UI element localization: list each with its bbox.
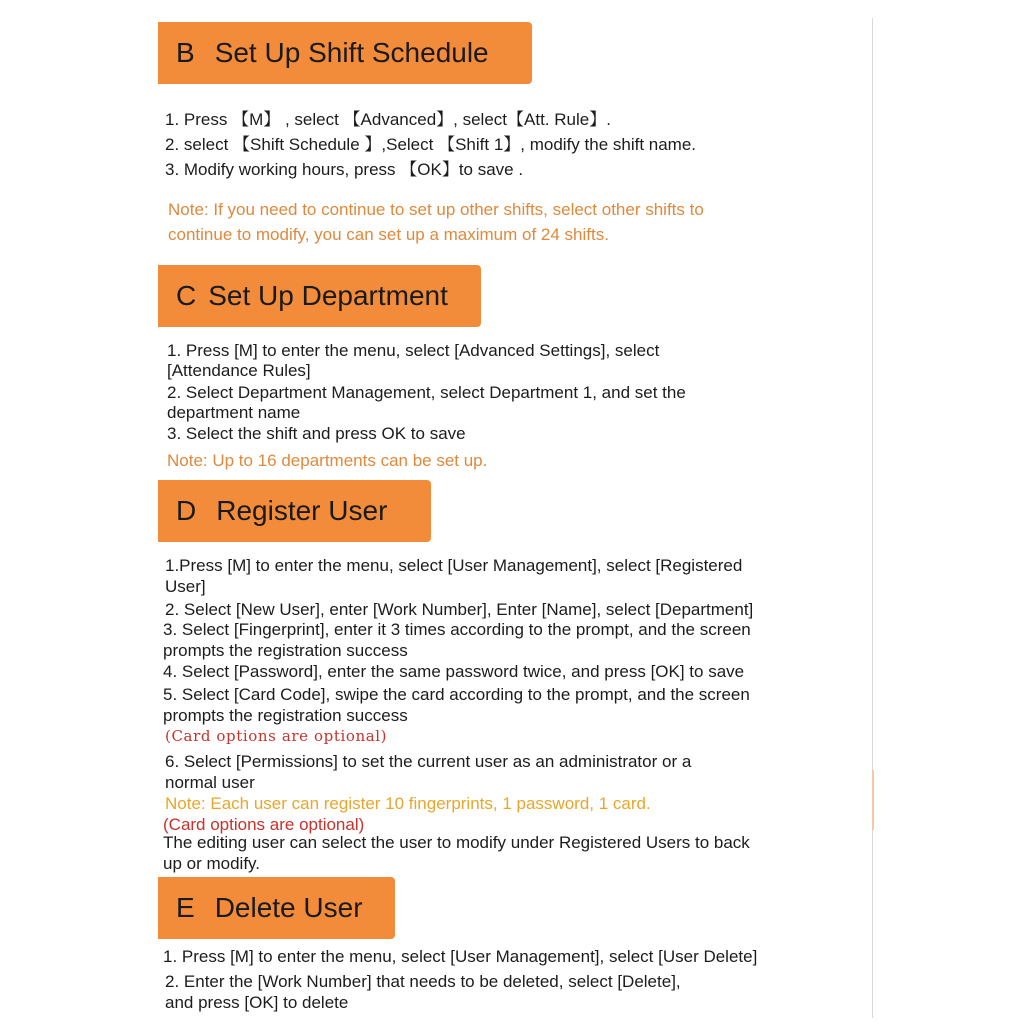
note-line: Note: Each user can register 10 fingerprints, 1 password, 1 card. (165, 794, 651, 813)
step-line: up or modify. (163, 854, 261, 873)
section-c-heading (158, 265, 481, 327)
page-divider (872, 18, 873, 1018)
step-line: 1. Press 【M】 , select 【Advanced】, select【Att. Rule】. (165, 110, 611, 129)
step-line: department name (167, 403, 301, 422)
card-optional-note: (Card options are optional) (165, 727, 388, 745)
step-line: 2. Select Department Management, select Department 1, and set the (167, 383, 686, 402)
step-line: 1. Press [M] to enter the menu, select [Advanced Settings], select (167, 341, 660, 360)
step-line: normal user (165, 773, 255, 792)
step-line: 6. Select [Permissions] to set the current user as an administrator or a (165, 752, 692, 771)
step-line: 5. Select [Card Code], swipe the card according to the prompt, and the screen (163, 685, 750, 704)
step-line: 3. Select the shift and press OK to save (167, 424, 466, 443)
step-line: 1.Press [M] to enter the menu, select [User Management], select [Registered (165, 556, 743, 575)
section-letter: E (176, 892, 195, 923)
card-optional-note: (Card options are optional) (163, 815, 365, 834)
step-line: 3. Select [Fingerprint], enter it 3 times according to the prompt, and the screen (163, 620, 751, 639)
page-divider-accent (872, 770, 874, 830)
step-line: [Attendance Rules] (167, 361, 311, 380)
section-e-heading (158, 877, 395, 939)
section-letter: D (176, 495, 197, 526)
step-line: 1. Press [M] to enter the menu, select [User Management], select [User Delete] (163, 947, 758, 966)
step-line: 3. Modify working hours, press 【OK】to save . (165, 160, 524, 179)
step-line: and press [OK] to delete (165, 993, 349, 1012)
step-line: prompts the registration success (163, 641, 408, 660)
step-line: 2. Enter the [Work Number] that needs to be deleted, select [Delete], (165, 972, 681, 991)
note-line: continue to modify, you can set up a maximum of 24 shifts. (168, 225, 609, 244)
note-line: Note: Up to 16 departments can be set up. (167, 451, 488, 470)
section-letter: B (176, 37, 195, 68)
section-letter: C (176, 280, 197, 311)
step-line: 2. Select [New User], enter [Work Number], Enter [Name], select [Department] (165, 600, 754, 619)
section-title: Delete User (214, 892, 363, 923)
section-title: Register User (216, 495, 388, 526)
step-line: prompts the registration success (163, 706, 408, 725)
section-b-heading (158, 22, 532, 84)
step-line: 4. Select [Password], enter the same password twice, and press [OK] to save (163, 662, 745, 681)
step-line: User] (165, 577, 206, 596)
section-title: Set Up Shift Schedule (214, 37, 489, 68)
note-line: Note: If you need to continue to set up other shifts, select other shifts to (168, 200, 704, 219)
step-line: The editing user can select the user to modify under Registered Users to back (163, 833, 750, 852)
section-d-heading (158, 480, 431, 542)
section-title: Set Up Department (208, 280, 448, 311)
step-line: 2. select 【Shift Schedule 】,Select 【Shift 1】, modify the shift name. (165, 135, 697, 154)
